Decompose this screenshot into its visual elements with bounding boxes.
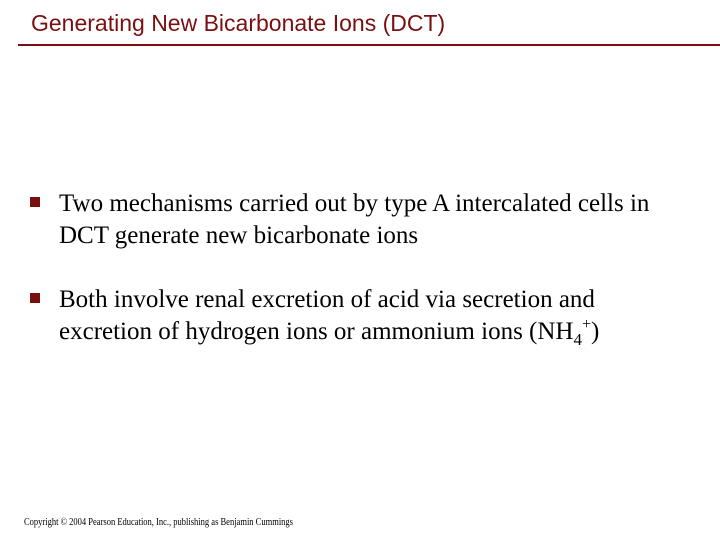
- bullet-text-end: ): [591, 318, 600, 345]
- bullet-text: Two mechanisms carried out by type A intercalated cells in DCT generate new bicarbonate ions: [59, 190, 650, 249]
- bullet-text: Both involve renal excretion of acid via secretion and excretion of hydrogen ions or ammonium ions (NH: [59, 286, 595, 345]
- slide-title: Generating New Bicarbonate Ions (DCT): [31, 10, 446, 36]
- square-bullet-icon: [30, 197, 40, 207]
- superscript-plus: +: [582, 316, 592, 333]
- bullet-list: [30, 188, 690, 380]
- subscript-four: 4: [573, 330, 582, 349]
- copyright-notice: Copyright © 2004 Pearson Education, Inc., publishing as Benjamin Cummings: [24, 517, 293, 528]
- bullet-item-mechanisms: [30, 188, 690, 252]
- square-bullet-icon: [30, 293, 40, 303]
- bullet-item-acid-excretion: [30, 284, 690, 348]
- title-divider: [18, 44, 720, 46]
